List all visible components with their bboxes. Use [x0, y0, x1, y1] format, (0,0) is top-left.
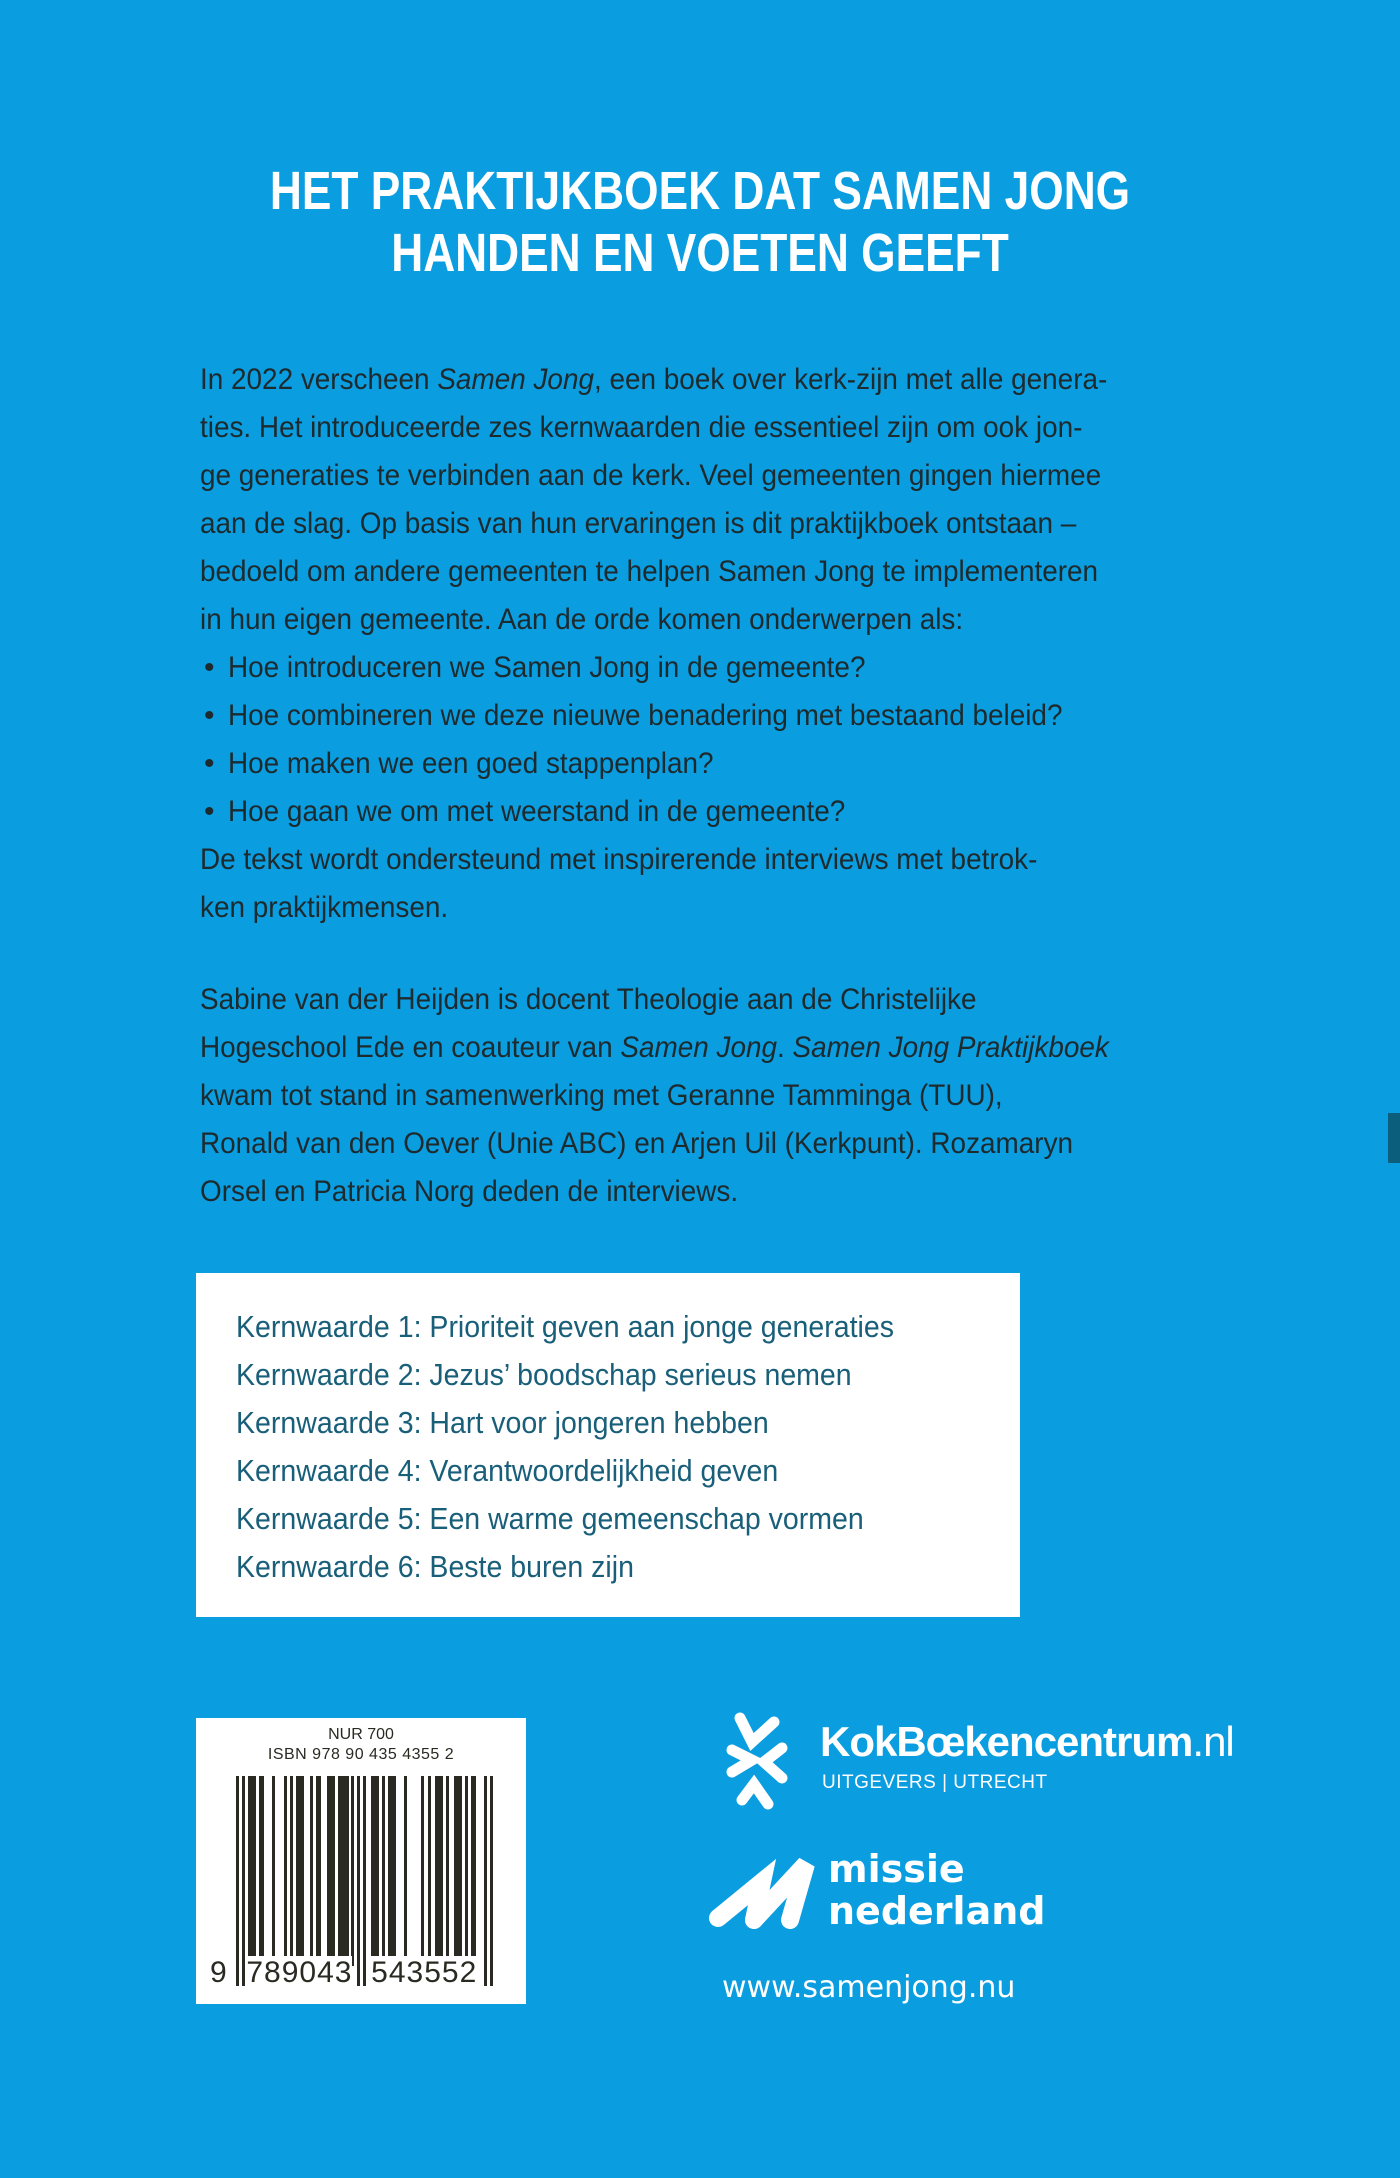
author-line-2: Hogeschool Ede en coauteur van Samen Jong. Samen Jong Praktijkboek	[200, 1031, 1109, 1064]
topic-item: • Hoe introduceren we Samen Jong in de gemeente?	[200, 644, 1220, 692]
publisher-logo	[720, 1700, 1240, 1820]
kernwaarde-item: Kernwaarde 5: Een warme gemeenschap vormen	[236, 1501, 864, 1536]
kernwaarde-item: Kernwaarde 4: Verantwoordelijkheid geven	[236, 1453, 779, 1488]
bullet-icon: •	[204, 699, 215, 732]
author-bio	[200, 976, 1220, 1216]
kernwaarden-box	[196, 1273, 1020, 1617]
website-link[interactable]: www.samenjong.nu	[722, 1970, 1016, 2005]
kokboekencentrum-mark-icon	[720, 1700, 800, 1815]
publisher-name: KokBœkencentrum.nl	[820, 1718, 1234, 1765]
headline-line-1: HET PRAKTIJKBOEK DAT SAMEN JONG	[269, 161, 1131, 221]
kernwaarde-item: Kernwaarde 6: Beste buren zijn	[236, 1549, 634, 1584]
headline-line-2: HANDEN EN VOETEN GEEFT	[391, 223, 1009, 283]
topic-item: • Hoe gaan we om met weerstand in de gemeente?	[200, 788, 1220, 836]
barcode-icon	[236, 1776, 501, 1986]
topic-item: • Hoe maken we een goed stappenplan?	[200, 740, 1220, 788]
author-line-5: Orsel en Patricia Norg deden de interviews.	[200, 1175, 739, 1208]
intro-line-2: ties. Het introduceerde zes kernwaarden die essentieel zijn om ook jon-	[200, 411, 1083, 444]
barcode-box	[196, 1718, 526, 2004]
intro-line-1: In 2022 verscheen Samen Jong, een boek over kerk-zijn met alle genera-	[200, 363, 1108, 396]
partner-logo	[704, 1848, 1044, 1938]
closing-line-1: De tekst wordt ondersteund met inspirerende interviews met betrok-	[200, 843, 1038, 876]
intro-line-6: in hun eigen gemeente. Aan de orde komen onderwerpen als:	[200, 603, 964, 636]
spine-tab	[1388, 1113, 1400, 1163]
intro-line-5: bedoeld om andere gemeenten te helpen Samen Jong te implementeren	[200, 555, 1099, 588]
kernwaarde-item: Kernwaarde 3: Hart voor jongeren hebben	[236, 1405, 769, 1440]
bullet-icon: •	[204, 651, 215, 684]
bullet-icon: •	[204, 795, 215, 828]
kernwaarde-item: Kernwaarde 2: Jezus’ boodschap serieus nemen	[236, 1357, 852, 1392]
closing-line-2: ken praktijkmensen.	[200, 891, 449, 924]
missie-nederland-mark-icon	[704, 1848, 822, 1932]
partner-name: missie nederland	[828, 1847, 1046, 1933]
intro-text	[200, 356, 1220, 932]
kernwaarde-item: Kernwaarde 1: Prioriteit geven aan jonge generaties	[236, 1309, 894, 1344]
publisher-subtitle: UITGEVERS | UTRECHT	[822, 1772, 1048, 1793]
topic-item: • Hoe combineren we deze nieuwe benadering met bestaand beleid?	[200, 692, 1220, 740]
author-line-1: Sabine van der Heijden is docent Theologie aan de Christelijke	[200, 983, 977, 1016]
topic-list	[200, 644, 1220, 836]
headline	[126, 160, 1274, 284]
intro-line-4: aan de slag. Op basis van hun ervaringen is dit praktijkboek ontstaan –	[200, 507, 1077, 540]
author-line-3: kwam tot stand in samenwerking met Geranne Tamminga (TUU),	[200, 1079, 1003, 1112]
isbn-number: ISBN 978 90 435 4355 2	[267, 1746, 455, 1763]
intro-line-3: ge generaties te verbinden aan de kerk. Veel gemeenten gingen hiermee	[200, 459, 1102, 492]
kernwaarden-list	[236, 1303, 951, 1591]
barcode-digits: 9 789043 543552	[210, 1956, 478, 1989]
bullet-icon: •	[204, 747, 215, 780]
author-line-4: Ronald van den Oever (Unie ABC) en Arjen Uil (Kerkpunt). Rozamaryn	[200, 1127, 1074, 1160]
nur-code: NUR 700	[328, 1726, 394, 1743]
